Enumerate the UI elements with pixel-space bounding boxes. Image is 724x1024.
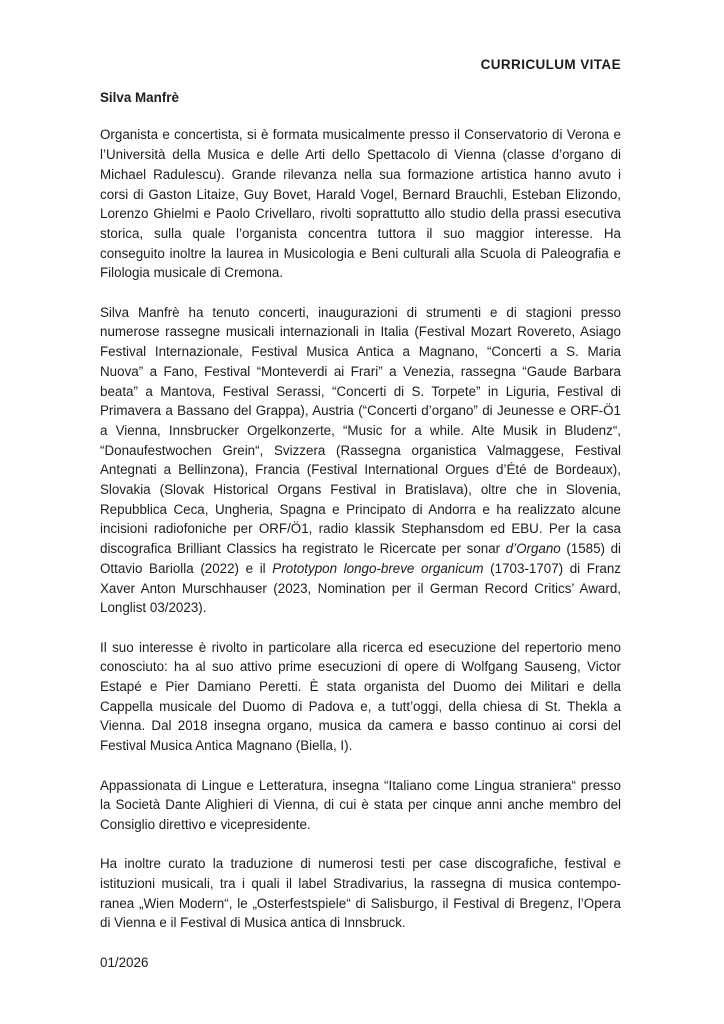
cv-title: CURRICULUM VITAE [480,57,621,72]
italic-work-title: Prototypon longo-breve organicum [272,560,484,576]
paragraph-line: incisioni radiofoniche per ORF/Ö1, radio klassik Stephansdom ed EBU. Per la casa [100,521,621,537]
paragraph-concerts [100,303,621,618]
paragraph-line: Lorenzo Ghielmi e Paolo Crivellaro, rivolti soprattutto allo studio della prassi esecutiva [100,206,621,222]
paragraph-line: di Vienna e il Festival di Musica antica di Innsbruck. [100,915,406,931]
paragraph-line: a Vienna, Innsbrucker Orgelkonzerte, “Music for a while. Alte Musik in Bludenz“, [100,422,621,438]
paragraph-line: Festival Internazionale, Festival Musica Antica a Magnano, “Concerti a S. Maria [100,344,621,360]
paragraph-line: corsi di Gaston Litaize, Guy Bovet, Harald Vogel, Bernard Brauchli, Esteban Elizondo, [100,186,621,202]
paragraph-line: Festival Musica Antica Magnano (Biella, I). [100,738,353,754]
paragraph-line: Appassionata di Lingue e Letteratura, insegna “Italiano come Lingua straniera“ presso [100,777,621,793]
paragraph-line: istituzioni musicali, tra i quali il label Stradivarius, la rassegna di musica contempo- [100,876,621,892]
paragraph-repertoire [100,638,621,756]
paragraph-line: Cappella musicale del Duomo di Padova e, a tutt’oggi, della chiesa di St. Thekla a [100,698,621,714]
italic-work-title: d’Organo [505,541,561,557]
paragraph-line: l’Università della Musica e delle Arti dello Spettacolo di Vienna (classe d’organo di [100,147,621,163]
paragraph-line: la Società Dante Alighieri di Vienna, di cui è stata per cinque anni anche membro del [100,797,621,813]
line-text: (1703-1707) di Franz [483,560,621,576]
paragraph-line: Filologia musicale di Cremona. [100,265,284,281]
paragraph-line: conseguito inoltre la laurea in Musicologia e Beni culturali alla Scuola di Paleografia e [100,245,621,261]
footer-date: 01/2026 [100,954,149,970]
paragraph-line: beata” a Mantova, Festival Serassi, “Concerti di S. Torpete” in Liguria, Festival di [100,383,621,399]
paragraph-line: Repubblica Ceca, Ungheria, Spagna e Principato di Andorra e ha realizzato alcune [100,501,621,517]
paragraph-line [100,539,621,559]
paragraph-line: Ha inoltre curato la traduzione di numerosi testi per case discografiche, festival e [100,856,621,872]
paragraph-line: Xaver Anton Murschhauser (2023, Nomination per il German Record Critics’ Award, [100,580,621,596]
line-text: discografica Brilliant Classics ha registrato le Ricercate per sonar [100,541,506,557]
paragraph-education [100,125,621,283]
paragraph-line: numerose rassegne musicali internazionali in Italia (Festival Mozart Rovereto, Asiago [100,324,621,340]
paragraph-translations [100,854,621,933]
paragraph-line: storica, sulla quale l’organista concentra tuttora il suo maggior interesse. Ha [100,225,621,241]
line-text: Ottavio Bariolla (2022) e il [100,560,273,576]
paragraph-line: Vienna. Dal 2018 insegna organo, musica da camera e basso continuo ai corsi del [100,718,621,734]
paragraph-line: Slovakia (Slovak Historical Organs Festival in Bratislava), oltre che in Slovenia, [100,482,621,498]
paragraph-languages [100,776,621,835]
paragraph-line: Il suo interesse è rivolto in particolare alla ricerca ed esecuzione del repertorio meno [100,639,621,655]
paragraph-line: Silva Manfrè ha tenuto concerti, inaugurazioni di strumenti e di stagioni presso [100,304,621,320]
paragraph-line: Consiglio direttivo e vicepresidente. [100,816,311,832]
paragraph-line: ranea „Wien Modern“, le „Osterfestspiele“ di Salisburgo, il Festival di Bregenz, l’Opera [100,895,621,911]
paragraph-line: conosciuto: ha al suo attivo prime esecuzioni di opere di Wolfgang Sauseng, Victor [100,659,621,675]
person-name: Silva Manfrè [100,89,179,105]
line-text: (1585) di [560,541,621,557]
paragraph-line: Estapé e Pier Damiano Peretti. È stata organista del Duomo dei Militari e della [100,679,621,695]
paragraph-line: Michael Radulescu). Grande rilevanza nella sua formazione artistica hanno avuto i [100,166,621,182]
paragraph-line: Organista e concertista, si è formata musicalmente presso il Conservatorio di Verona e [100,127,621,143]
paragraph-line: “Donaufestwochen Grein“, Svizzera (Rassegna organistica Valmaggese, Festival [100,442,621,458]
paragraph-line: Longlist 03/2023). [100,600,207,616]
paragraph-line: Antegnati a Bellinzona), Francia (Festival International Orgues d’Été de Bordeaux), [100,462,621,478]
paragraph-line: Primavera a Bassano del Grappa), Austria (“Concerti d’organo” di Jeunesse e ORF-Ö1 [100,403,621,419]
paragraph-line [100,559,621,579]
paragraph-line: Nuova” a Fano, Festival “Monteverdi ai Frari” a Venezia, rassegna “Gaude Barbara [100,363,621,379]
